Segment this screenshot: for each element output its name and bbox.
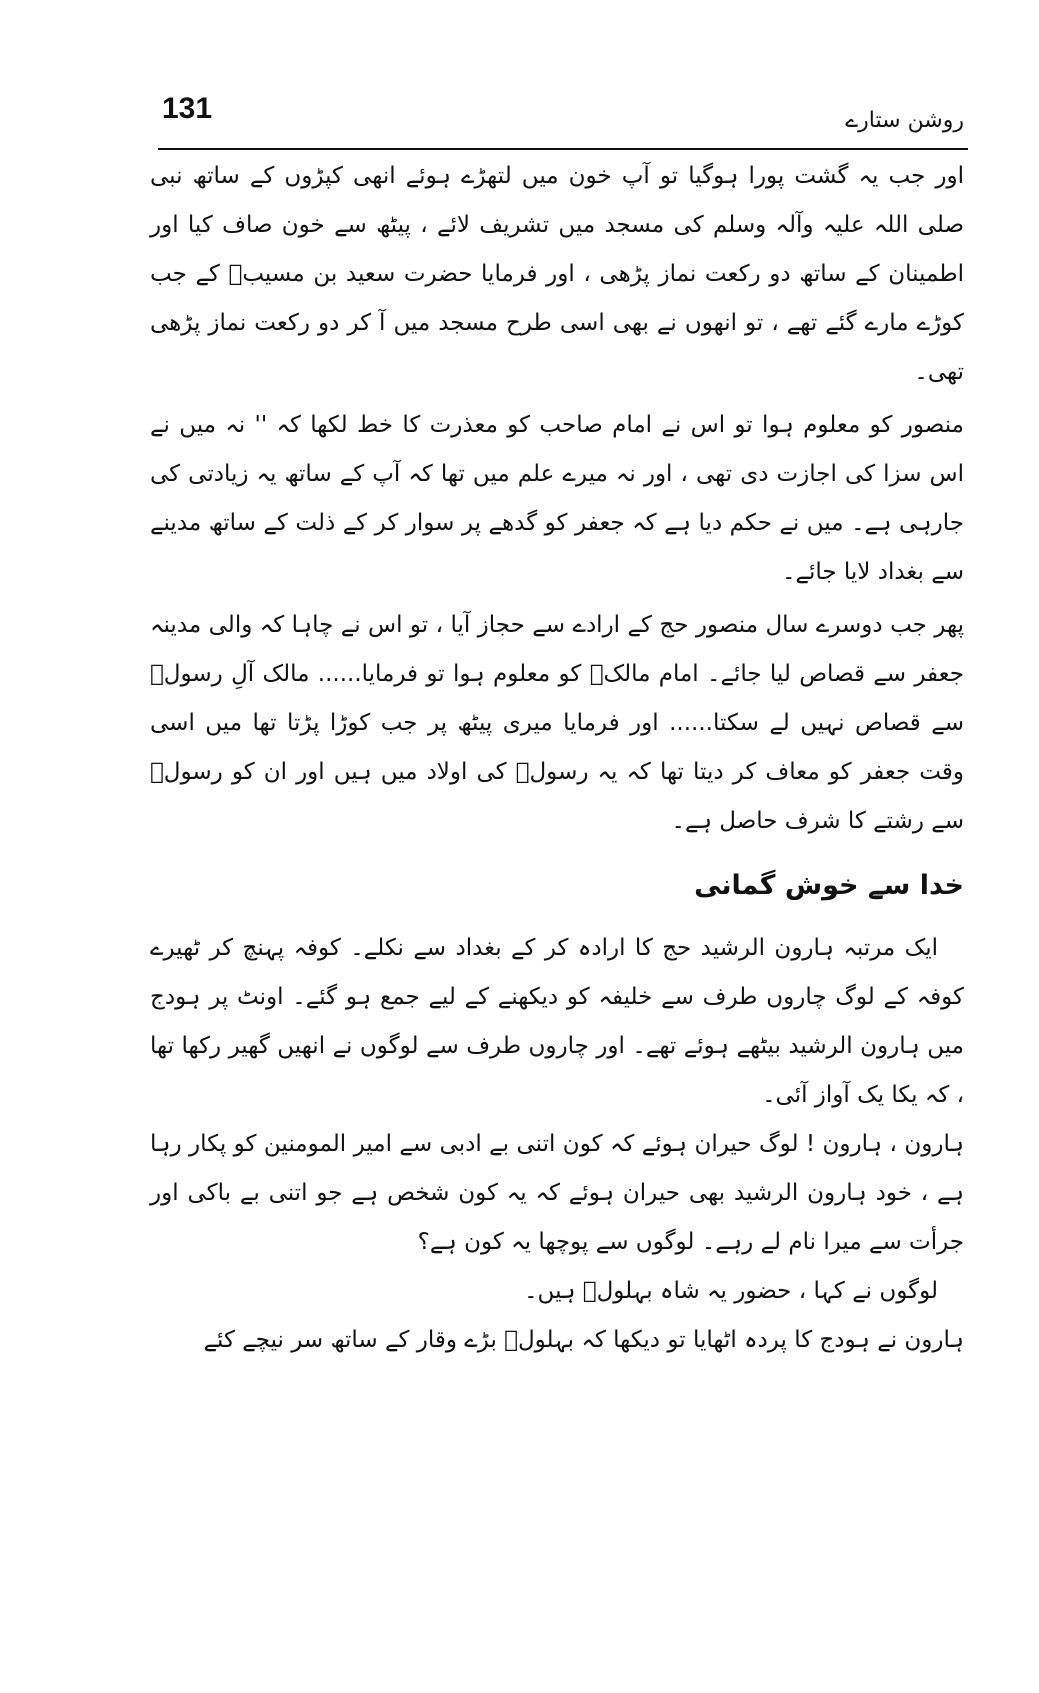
page-header: [158, 92, 968, 150]
paragraph: پھر جب دوسرے سال منصور حج کے ارادے سے حجاز آیا ، تو اس نے چاہا کہ والی مدینہ جعفر سے قصاص لیا جائے۔ امام مالکؒ کو معلوم ہوا تو فرمایا...... مالک آلِ رسولؐ سے قصاص نہیں لے سکتا...... اور فرمایا میری پیٹھ پر جب کوڑا پڑتا تھا میں اسی وقت جعفر کو معاف کر دیتا تھا کہ یہ رسولؐ کی اولاد میں ہیں اور ان کو رسولؐ سے رشتے کا شرف حاصل ہے۔: [150, 612, 964, 834]
paragraph: منصور کو معلوم ہوا تو اس نے امام صاحب کو معذرت کا خط لکھا کہ '' نہ میں نے اس سزا کی اجازت دی تھی ، اور نہ میرے علم میں تھا کہ آپ کے ساتھ یہ زیادتی کی جارہی ہے۔ میں نے حکم دیا ہے کہ جعفر کو گدھے پر سوار کر کے ذلت کے ساتھ مدینے سے بغداد لایا جائے۔: [150, 412, 964, 585]
section-heading: خدا سے خوش گمانی: [694, 870, 964, 901]
page-number: 131: [162, 92, 213, 125]
running-title: روشن ستارے: [845, 108, 964, 133]
paragraph: لوگوں نے کہا ، حضور یہ شاہ بہلولؒ ہیں۔: [524, 1278, 938, 1304]
paragraph: اور جب یہ گشت پورا ہوگیا تو آپ خون میں لتھڑے ہوئے انھی کپڑوں کے ساتھ نبی صلی اللہ علیہ وآلہ وسلم کی مسجد میں تشریف لائے ، پیٹھ سے خون صاف کیا اور اطمینان کے ساتھ دو رکعت نماز پڑھی ، اور فرمایا حضرت سعید بن مسیبؒ کے جب کوڑے مارے گئے تھے ، تو انھوں نے بھی اسی طرح مسجد میں آ کر دو رکعت نماز پڑھی تھی۔: [150, 163, 964, 385]
page-body: [150, 152, 964, 1365]
paragraph: ہارون ، ہارون ! لوگ حیران ہوئے کہ کون اتنی بے ادبی سے امیر المومنین کو پکار رہا ہے ، خود ہارون الرشید بھی حیران ہوئے کہ یہ کون شخص ہے جو اتنی بے باکی اور جرأت سے میرا نام لے رہے۔ لوگوں سے پوچھا یہ کون ہے؟: [150, 1131, 964, 1255]
paragraph: ایک مرتبہ ہارون الرشید حج کا ارادہ کر کے بغداد سے نکلے۔ کوفہ پہنچ کر ٹھیرے کوفہ کے لوگ چاروں طرف سے خلیفہ کو دیکھنے کے لیے جمع ہو گئے۔ اونٹ پر ہودج میں ہارون الرشید بیٹھے ہوئے تھے۔ اور چاروں طرف سے لوگوں نے انھیں گھیر رکھا تھا ، کہ یکا یک آواز آئی۔: [150, 935, 964, 1108]
paragraph: ہارون نے ہودج کا پردہ اٹھایا تو دیکھا کہ بہلولؒ بڑے وقار کے ساتھ سر نیچے کئے: [203, 1327, 964, 1353]
